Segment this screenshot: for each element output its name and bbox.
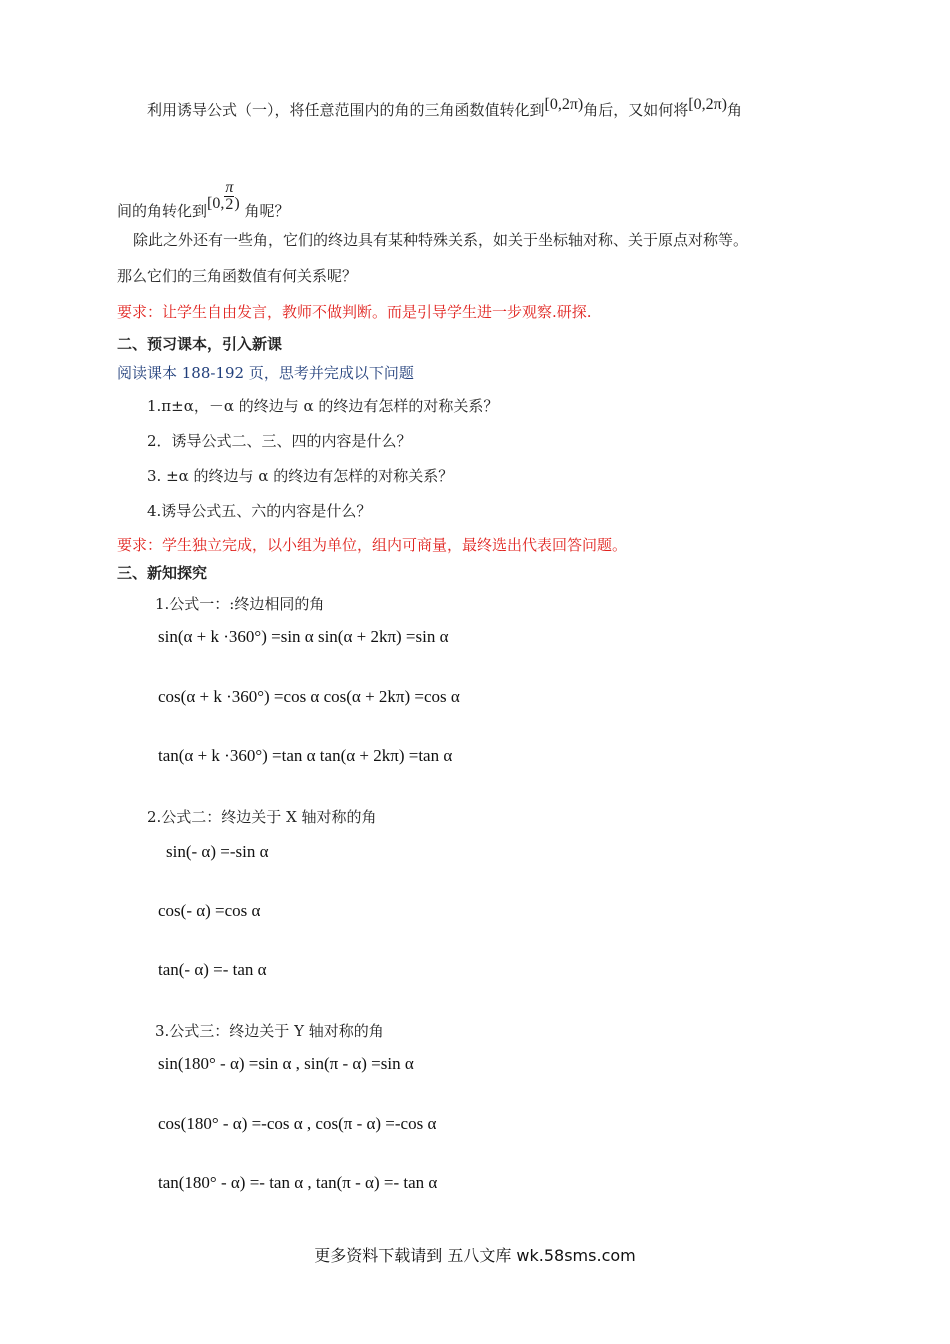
interval-0-2pi-a: [0,2π) <box>544 96 584 113</box>
interval-0-pi-half <box>207 179 240 213</box>
formula-3-sin: sin(180° - α) =sin α , sin(π - α) =sin α <box>158 1054 414 1073</box>
intro-text-a: 利用诱导公式（一），将任意范围内的角的三角函数值转化到 <box>147 101 545 119</box>
intro-line-4: 那么它们的三角函数值有何关系呢？ <box>117 267 358 285</box>
formula-1-sin: sin(α + k ·360°) =sin α sin(α + 2kπ) =sin α <box>158 627 449 646</box>
formula-1-tan: tan(α + k ·360°) =tan α tan(α + 2kπ) =tan α <box>158 746 453 765</box>
question-2: 2．诱导公式二、三、四的内容是什么？ <box>147 432 412 450</box>
formula-3-cos: cos(180° - α) =-cos α , cos(π - α) =-cos α <box>158 1114 437 1133</box>
intro-line-3: 除此之外还有一些角，它们的终边具有某种特殊关系，如关于坐标轴对称、关于原点对称等。 <box>133 231 749 249</box>
interval-open: [0, <box>207 195 225 213</box>
reading-assignment: 阅读课本 188-192 页，思考并完成以下问题 <box>117 364 414 382</box>
formula-2-title: 2.公式二：终边关于 X 轴对称的角 <box>147 808 377 826</box>
formula-3-tan: tan(180° - α) =- tan α , tan(π - α) =- tan α <box>158 1173 438 1192</box>
question-4: 4.诱导公式五、六的内容是什么？ <box>147 502 372 520</box>
intro-line-1 <box>147 96 743 121</box>
formula-2-cos: cos(- α) =cos α <box>158 901 261 920</box>
requirement-2: 要求：学生独立完成，以小组为单位，组内可商量，最终选出代表回答问题。 <box>117 536 628 554</box>
interval-0-2pi-b: [0,2π) <box>688 96 727 113</box>
formula-2-tan: tan(- α) =- tan α <box>158 960 267 979</box>
footer-download-note: 更多资料下载请到 五八文库 wk.58sms.com <box>314 1246 636 1265</box>
requirement-1: 要求：让学生自由发言，教师不做判断。而是引导学生进一步观察.研探. <box>117 303 592 321</box>
formula-3-title: 3.公式三：终边关于 Y 轴对称的角 <box>155 1022 384 1040</box>
intro-text-c: 角 <box>727 101 743 119</box>
section-3-heading: 三、新知探究 <box>117 564 208 582</box>
formula-2-sin: sin(- α) =-sin α <box>166 842 269 861</box>
intro-text-b: 角后，又如何将 <box>583 101 689 119</box>
question-3: 3. ±α 的终边与 α 的终边有怎样的对称关系？ <box>147 467 454 485</box>
formula-1-title: 1.公式一：:终边相同的角 <box>155 595 325 613</box>
question-1: 1.π±α，－α 的终边与 α 的终边有怎样的对称关系？ <box>147 397 499 415</box>
section-2-heading: 二、预习课本，引入新课 <box>117 335 283 353</box>
interval-close: ) <box>234 195 240 213</box>
intro-text-e: 角呢？ <box>244 202 290 221</box>
intro-text-d: 间的角转化到 <box>117 202 208 221</box>
frac-num: π <box>225 179 234 196</box>
formula-1-cos: cos(α + k ·360°) =cos α cos(α + 2kπ) =cos α <box>158 687 460 706</box>
frac-den: 2 <box>225 196 234 213</box>
pi-over-2-fraction <box>224 180 234 213</box>
intro-line-2 <box>117 179 290 229</box>
